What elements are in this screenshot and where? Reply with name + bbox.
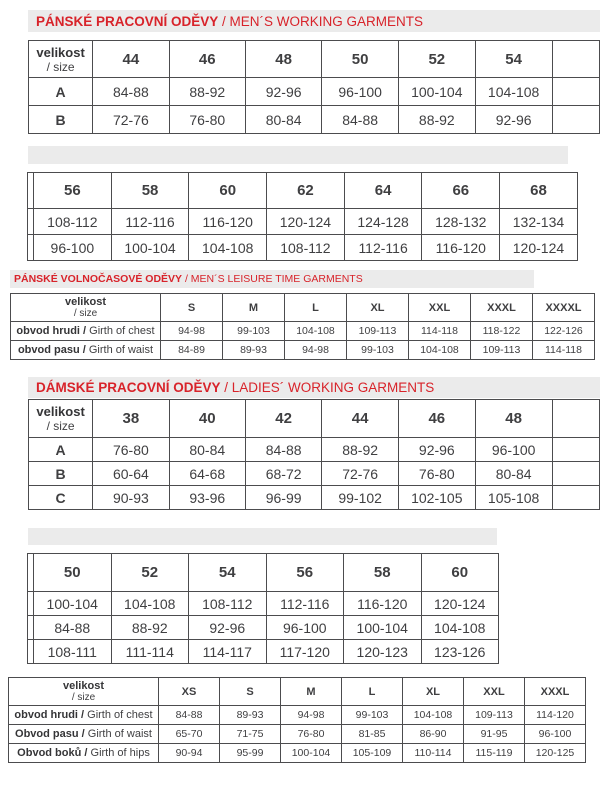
size-value-cell: 88-92: [111, 616, 189, 640]
size-value-cell: 84-88: [34, 616, 112, 640]
size-column-header: XXXXL: [533, 294, 595, 322]
measurement-label-english: Girth of chest: [89, 325, 155, 337]
corner-label-english: / size: [73, 308, 98, 319]
measurement-row: [9, 744, 586, 763]
size-column-header: 54: [475, 41, 552, 78]
size-column-header: M: [223, 294, 285, 322]
size-value-cell: 100-104: [281, 744, 342, 763]
corner-label-czech: velikost: [36, 44, 85, 60]
size-column-header: 56: [266, 554, 344, 592]
size-value-cell: 104-108: [475, 78, 552, 106]
size-column-header: 68: [500, 173, 578, 209]
section-title-english: / LADIES´ WORKING GARMENTS: [220, 380, 435, 395]
size-value-cell: 91-95: [464, 725, 525, 744]
row-label-cell: A: [29, 438, 93, 462]
size-value-cell: 105-108: [475, 486, 552, 510]
size-value-cell: 104-108: [189, 235, 267, 261]
size-value-cell: 96-100: [34, 235, 112, 261]
size-value-cell: 108-112: [189, 592, 267, 616]
separator-bar: [28, 528, 497, 545]
measurement-label-czech: obvod hrudi /: [14, 709, 88, 721]
size-column-header: M: [281, 678, 342, 706]
measurement-row: [29, 106, 600, 134]
size-column-header: 38: [93, 400, 169, 438]
size-column-header: XXXL: [525, 678, 586, 706]
size-corner-cell: [29, 400, 93, 438]
size-value-cell: 110-114: [403, 744, 464, 763]
size-value-cell: 132-134: [500, 209, 578, 235]
cut-cell: [552, 486, 599, 510]
size-value-cell: 109-113: [471, 341, 533, 360]
size-column-header: 58: [111, 173, 189, 209]
size-header-row: [28, 173, 578, 209]
size-value-cell: 120-124: [267, 209, 345, 235]
size-column-header: 44: [93, 41, 169, 78]
size-value-cell: 108-112: [267, 235, 345, 261]
cut-column-cell: [552, 41, 599, 78]
size-column-header: 56: [34, 173, 112, 209]
row-label-cell: B: [29, 462, 93, 486]
size-column-header: 46: [169, 41, 245, 78]
size-column-header: XL: [347, 294, 409, 322]
section-title-english: / MEN´S LEISURE TIME GARMENTS: [182, 273, 363, 285]
size-value-cell: 68-72: [245, 462, 321, 486]
measurement-row: [28, 235, 578, 261]
size-value-cell: 112-116: [266, 592, 344, 616]
size-column-header: 60: [189, 173, 267, 209]
size-value-cell: 88-92: [398, 106, 475, 134]
size-column-header: 60: [421, 554, 499, 592]
size-value-cell: 84-88: [159, 706, 220, 725]
size-value-cell: 116-120: [189, 209, 267, 235]
section-title-ladies-working: [28, 377, 600, 398]
measurement-row: [28, 592, 499, 616]
size-value-cell: 90-94: [159, 744, 220, 763]
size-value-cell: 84-89: [161, 341, 223, 360]
size-value-cell: 96-100: [266, 616, 344, 640]
size-value-cell: 90-93: [93, 486, 169, 510]
row-label-cell: B: [29, 106, 93, 134]
size-value-cell: 122-126: [533, 322, 595, 341]
size-value-cell: 100-104: [398, 78, 475, 106]
size-value-cell: 109-113: [347, 322, 409, 341]
size-corner-cell: [9, 678, 159, 706]
measurement-label-cell: [9, 706, 159, 725]
size-column-header: 64: [344, 173, 422, 209]
measurement-label-cell: [11, 322, 161, 341]
size-corner-cell: [29, 41, 93, 78]
size-value-cell: 99-102: [322, 486, 399, 510]
measurement-row: [9, 725, 586, 744]
size-value-cell: 104-108: [403, 706, 464, 725]
size-value-cell: 117-120: [266, 640, 344, 664]
size-value-cell: 115-119: [464, 744, 525, 763]
size-value-cell: 108-112: [34, 209, 112, 235]
size-value-cell: 99-103: [347, 341, 409, 360]
measurement-label-cell: [11, 341, 161, 360]
measurement-row: [11, 341, 595, 360]
size-value-cell: 94-98: [281, 706, 342, 725]
size-value-cell: 81-85: [342, 725, 403, 744]
size-column-header: XL: [403, 678, 464, 706]
size-value-cell: 88-92: [322, 438, 399, 462]
measurement-label-czech: Obvod pasu /: [15, 728, 88, 740]
row-label-cell: C: [29, 486, 93, 510]
size-value-cell: 76-80: [93, 438, 169, 462]
size-header-row: [29, 400, 600, 438]
size-value-cell: 76-80: [281, 725, 342, 744]
size-column-header: 48: [475, 400, 552, 438]
size-value-cell: 60-64: [93, 462, 169, 486]
cut-cell: [552, 438, 599, 462]
measurement-label-czech: obvod hrudi /: [16, 325, 90, 337]
size-column-header: 62: [267, 173, 345, 209]
size-value-cell: 89-93: [220, 706, 281, 725]
size-column-header: XS: [159, 678, 220, 706]
size-value-cell: 104-108: [111, 592, 189, 616]
size-value-cell: 112-116: [111, 209, 189, 235]
size-value-cell: 116-120: [422, 235, 500, 261]
corner-label-czech: velikost: [63, 680, 104, 692]
measurement-row: [29, 486, 600, 510]
size-value-cell: 72-76: [322, 462, 399, 486]
size-value-cell: 96-100: [525, 725, 586, 744]
size-value-cell: 128-132: [422, 209, 500, 235]
size-column-header: 58: [344, 554, 422, 592]
measurement-label-cell: [9, 725, 159, 744]
size-value-cell: 118-122: [471, 322, 533, 341]
size-column-header: 66: [422, 173, 500, 209]
corner-label-czech: velikost: [65, 296, 106, 308]
size-value-cell: 92-96: [475, 106, 552, 134]
cut-column-cell: [552, 400, 599, 438]
separator-bar: [28, 146, 568, 164]
size-value-cell: 108-111: [34, 640, 112, 664]
size-value-cell: 96-100: [322, 78, 399, 106]
size-column-header: XXL: [464, 678, 525, 706]
section-title-mens-working: [28, 10, 600, 32]
size-value-cell: 92-96: [398, 438, 475, 462]
mens-working-sizes-44-54-table: [28, 40, 600, 134]
size-value-cell: 100-104: [111, 235, 189, 261]
measurement-row: [9, 706, 586, 725]
size-header-row: [29, 41, 600, 78]
corner-label-english: / size: [71, 692, 96, 703]
mens-leisure-sizes-table: [10, 293, 595, 360]
measurement-row: [11, 322, 595, 341]
measurement-row: [29, 462, 600, 486]
size-value-cell: 80-84: [475, 462, 552, 486]
section-title-mens-leisure: [10, 270, 534, 288]
size-column-header: S: [220, 678, 281, 706]
size-column-header: 52: [398, 41, 475, 78]
size-value-cell: 123-126: [421, 640, 499, 664]
measurement-label-czech: obvod pasu /: [17, 344, 89, 356]
size-value-cell: 92-96: [245, 78, 321, 106]
size-column-header: L: [285, 294, 347, 322]
size-value-cell: 94-98: [285, 341, 347, 360]
size-value-cell: 114-118: [409, 322, 471, 341]
size-column-header: 50: [322, 41, 399, 78]
row-label-cell: A: [29, 78, 93, 106]
measurement-row: [29, 78, 600, 106]
size-column-header: XXL: [409, 294, 471, 322]
ladies-working-sizes-50-60-table: [27, 553, 499, 664]
size-value-cell: 112-116: [344, 235, 422, 261]
size-value-cell: 96-99: [245, 486, 321, 510]
size-value-cell: 114-117: [189, 640, 267, 664]
size-column-header: 52: [111, 554, 189, 592]
size-value-cell: 120-123: [344, 640, 422, 664]
size-value-cell: 92-96: [189, 616, 267, 640]
measurement-label-cell: [9, 744, 159, 763]
section-title-czech: DÁMSKÉ PRACOVNÍ ODĚVY: [36, 380, 221, 395]
measurement-label-english: Girth of hips: [90, 747, 150, 759]
size-header-row: [9, 678, 586, 706]
size-value-cell: 71-75: [220, 725, 281, 744]
size-value-cell: 76-80: [169, 106, 245, 134]
measurement-label-czech: Obvod boků /: [17, 747, 91, 759]
size-value-cell: 84-88: [322, 106, 399, 134]
size-value-cell: 116-120: [344, 592, 422, 616]
size-column-header: 42: [245, 400, 321, 438]
size-value-cell: 104-108: [285, 322, 347, 341]
cut-cell: [552, 78, 599, 106]
size-header-row: [11, 294, 595, 322]
section-title-czech: PÁNSKÉ PRACOVNÍ ODĚVY: [36, 13, 219, 29]
size-value-cell: 72-76: [93, 106, 169, 134]
size-value-cell: 105-109: [342, 744, 403, 763]
size-value-cell: 111-114: [111, 640, 189, 664]
size-value-cell: 109-113: [464, 706, 525, 725]
size-value-cell: 120-124: [500, 235, 578, 261]
size-value-cell: 84-88: [245, 438, 321, 462]
size-value-cell: 120-125: [525, 744, 586, 763]
ladies-working-sizes-38-48-table: [28, 399, 600, 510]
size-header-row: [28, 554, 499, 592]
mens-working-sizes-56-68-table: [27, 172, 578, 261]
size-value-cell: 93-96: [169, 486, 245, 510]
size-column-header: 44: [322, 400, 399, 438]
size-value-cell: 80-84: [169, 438, 245, 462]
size-value-cell: 86-90: [403, 725, 464, 744]
size-value-cell: 76-80: [398, 462, 475, 486]
size-column-header: 50: [34, 554, 112, 592]
corner-label-czech: velikost: [36, 404, 85, 419]
measurement-row: [28, 209, 578, 235]
size-value-cell: 94-98: [161, 322, 223, 341]
size-value-cell: 114-120: [525, 706, 586, 725]
measurement-row: [29, 438, 600, 462]
size-corner-cell: [11, 294, 161, 322]
measurement-row: [28, 616, 499, 640]
size-value-cell: 99-103: [342, 706, 403, 725]
measurement-label-english: Girth of waist: [87, 728, 152, 740]
size-value-cell: 64-68: [169, 462, 245, 486]
corner-label-english: / size: [46, 419, 75, 433]
size-column-header: 40: [169, 400, 245, 438]
size-value-cell: 80-84: [245, 106, 321, 134]
size-value-cell: 102-105: [398, 486, 475, 510]
ladies-measurements-xs-xxxl-table: [8, 677, 586, 763]
corner-label-english: / size: [46, 59, 75, 74]
size-value-cell: 100-104: [344, 616, 422, 640]
size-column-header: 48: [245, 41, 321, 78]
cut-cell: [552, 462, 599, 486]
size-value-cell: 120-124: [421, 592, 499, 616]
size-column-header: L: [342, 678, 403, 706]
measurement-label-english: Girth of waist: [88, 344, 154, 356]
size-value-cell: 104-108: [421, 616, 499, 640]
size-value-cell: 114-118: [533, 341, 595, 360]
size-value-cell: 100-104: [34, 592, 112, 616]
size-value-cell: 88-92: [169, 78, 245, 106]
section-title-english: / MEN´S WORKING GARMENTS: [218, 13, 424, 29]
cut-cell: [552, 106, 599, 134]
size-value-cell: 124-128: [344, 209, 422, 235]
size-column-header: 46: [398, 400, 475, 438]
measurement-row: [28, 640, 499, 664]
size-value-cell: 65-70: [159, 725, 220, 744]
size-column-header: 54: [189, 554, 267, 592]
section-title-czech: PÁNSKÉ VOLNOČASOVÉ ODĚVY: [14, 273, 183, 285]
size-value-cell: 89-93: [223, 341, 285, 360]
size-value-cell: 84-88: [93, 78, 169, 106]
size-value-cell: 99-103: [223, 322, 285, 341]
size-column-header: S: [161, 294, 223, 322]
size-value-cell: 95-99: [220, 744, 281, 763]
size-column-header: XXXL: [471, 294, 533, 322]
measurement-label-english: Girth of chest: [87, 709, 153, 721]
size-value-cell: 96-100: [475, 438, 552, 462]
size-value-cell: 104-108: [409, 341, 471, 360]
